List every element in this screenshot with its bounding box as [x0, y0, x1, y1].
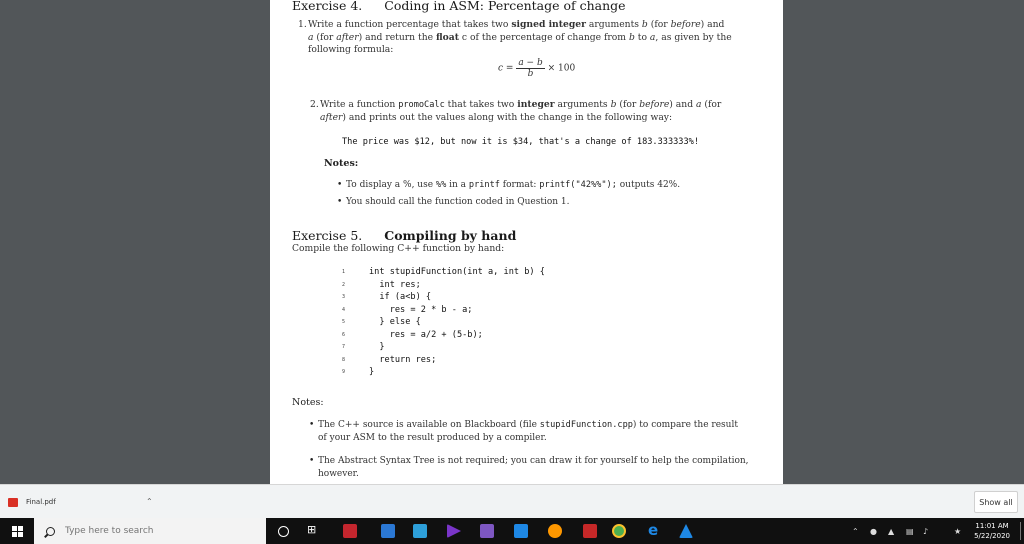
vscode-icon[interactable]: [514, 524, 528, 538]
ex5-note1-c: ) to compare the result: [632, 420, 738, 430]
app-icon-red[interactable]: [343, 524, 357, 538]
dropbox-icon[interactable]: ▲: [888, 527, 895, 536]
app-blue-icon[interactable]: [679, 524, 693, 538]
note1-b: %%: [435, 180, 447, 190]
firefox-icon[interactable]: [548, 524, 562, 538]
q2-text-a: Write a function: [320, 99, 399, 110]
code-line: int res;: [369, 279, 421, 290]
q1-line2-c: after: [336, 31, 359, 43]
exercise-5-heading: [292, 228, 516, 243]
code-line: if (a<b) {: [369, 292, 432, 302]
q1-text-b: signed integer: [511, 19, 586, 30]
show-all-button[interactable]: Show all: [974, 491, 1018, 513]
q2-text-e: b: [610, 99, 617, 110]
download-file-name: Final.pdf: [26, 498, 56, 506]
code-line: return res;: [369, 354, 437, 365]
code-line-number: 8: [342, 356, 346, 363]
code-line: res = 2 * b - a;: [369, 304, 473, 315]
file-explorer-icon[interactable]: [381, 524, 395, 538]
note1-c: in a: [446, 180, 469, 190]
pdf-page: [270, 0, 783, 484]
code-line: int stupidFunction(int a, int b) {: [369, 267, 545, 277]
q2-text-c: integer: [517, 99, 555, 110]
ex5-note1-a: The C++ source is available on Blackboard (file: [318, 420, 540, 430]
edge-icon[interactable]: e: [648, 521, 659, 539]
code-line-number: 9: [342, 369, 346, 375]
q2-text-i: a: [696, 99, 702, 110]
language-icon[interactable]: ★: [954, 527, 962, 536]
show-desktop-button[interactable]: [1020, 522, 1024, 540]
q1-line2-e: float: [435, 31, 459, 43]
chevron-up-icon[interactable]: ⌃: [146, 497, 153, 506]
app-purple-icon[interactable]: [447, 524, 461, 538]
code-line-number: 6: [342, 331, 346, 338]
windows-taskbar: [0, 518, 1024, 544]
ex4-notes-heading: Notes:: [324, 158, 359, 169]
note1-d: printf: [468, 180, 500, 190]
ex5-note1-line2: of your ASM to the result produced by a compiler.: [318, 432, 547, 443]
code-line-number: 3: [342, 294, 346, 300]
q1-number: 1.: [298, 19, 307, 30]
clock[interactable]: [974, 521, 1010, 541]
ex4-note-1: [346, 179, 766, 192]
ex4-note-2: • You should call the function coded in Question 1.: [346, 196, 766, 209]
q2-text-d: arguments: [554, 99, 611, 110]
note1-f: printf("42%%");: [539, 180, 617, 190]
exercise-4-heading: [292, 0, 626, 13]
code-line-number: 2: [342, 281, 346, 288]
q1-line2-g: b: [628, 31, 635, 43]
pdf-file-icon: [8, 498, 18, 507]
download-item-final-pdf[interactable]: [8, 492, 158, 512]
percentage-formula: [498, 58, 575, 79]
app-l-icon[interactable]: [413, 524, 427, 538]
q2-text-f: (for: [616, 99, 640, 110]
q2-function-name: promoCalc: [398, 100, 445, 110]
chrome-icon[interactable]: [612, 524, 626, 538]
q1-line2-a: a: [308, 31, 314, 43]
q1-line3: following formula:: [308, 44, 394, 55]
q1-text-g: ) and: [700, 19, 725, 30]
ex5-note2-line1: • The Abstract Syntax Tree is not required; you can draw it for yourself to help the compilation,: [318, 456, 749, 466]
code-line: }: [369, 342, 385, 352]
app-shield-icon[interactable]: [583, 524, 597, 538]
cloud-icon[interactable]: ●: [870, 527, 877, 536]
q2-number: 2.: [310, 99, 319, 110]
q1-text-f: before: [670, 19, 701, 30]
task-view-icon[interactable]: ⊞: [307, 523, 317, 536]
ex5-notes-heading: Notes:: [292, 397, 324, 408]
windows-logo-icon: [12, 526, 23, 537]
ex5-intro: Compile the following C++ function by hand:: [292, 243, 505, 254]
clock-date: 5/22/2020: [974, 532, 1010, 540]
q1-line2-i: a: [649, 31, 656, 43]
q2-text-j: (for: [701, 99, 722, 110]
q2-text-b: that takes two: [444, 99, 518, 110]
taskbar-search-input[interactable]: [65, 526, 245, 536]
q2-line2-b: ) and prints out the values along with the change in the following way:: [342, 111, 673, 123]
q1-text-d: b: [641, 19, 648, 30]
q1-line2-d: ) and return the: [358, 31, 436, 43]
cortana-icon[interactable]: [278, 526, 289, 537]
q1-line2-j: , as given by the: [655, 31, 732, 43]
note1-a: To display a %, use: [346, 180, 436, 190]
q1-line2-h: to: [634, 31, 650, 43]
visual-studio-icon[interactable]: [480, 524, 494, 538]
exercise-4-title: Coding in ASM: Percentage of change: [384, 0, 626, 13]
formula-fraction: [516, 58, 544, 79]
q1-text-e: (for: [647, 19, 671, 30]
code-line-number: 7: [342, 344, 346, 350]
downloads-bar: [0, 484, 1024, 518]
search-icon: [46, 527, 55, 536]
q1-line2-f: c of the percentage of change from: [459, 31, 629, 43]
exercise-5-title: Compiling by hand: [384, 228, 517, 243]
code-line: res = a/2 + (5-b);: [369, 329, 483, 340]
system-tray: [824, 518, 1024, 544]
code-line: } else {: [369, 317, 421, 327]
ex5-note1-b: stupidFunction.cpp: [539, 420, 633, 430]
taskbar-search[interactable]: [34, 518, 266, 544]
ex5-note2-line2: however.: [318, 468, 359, 479]
note1-e: format:: [499, 180, 540, 190]
q2-text-h: ) and: [669, 99, 696, 110]
code-line-number: 5: [342, 319, 346, 325]
formula-denominator: b: [527, 69, 534, 79]
note1-g: outputs 42%.: [616, 180, 681, 190]
ex5-note-2: [318, 455, 768, 480]
formula-rhs: × 100: [547, 63, 576, 74]
q1-line2-b: (for: [313, 31, 337, 43]
q1-text-a: Write a function percentage that takes two: [308, 19, 512, 30]
formula-numerator: a − b: [518, 58, 543, 68]
ex4-question-1: [298, 19, 758, 57]
q2-line2-a: after: [320, 111, 343, 123]
formula-lhs: c =: [498, 63, 514, 74]
network-icon[interactable]: ▤: [906, 527, 914, 536]
clock-time: 11:01 AM: [975, 522, 1009, 530]
exercise-4-number: Exercise 4.: [292, 0, 363, 13]
exercise-5-number: Exercise 5.: [292, 228, 363, 243]
ex4-question-2: [310, 99, 760, 124]
volume-icon[interactable]: ♪: [923, 527, 929, 536]
q2-text-g: before: [639, 99, 670, 110]
ex5-note-1: [318, 419, 768, 444]
start-button[interactable]: [0, 518, 34, 544]
code-line-number: 4: [342, 306, 346, 313]
q2-example-output: The price was $12, but now it is $34, that's a change of 183.333333%!: [342, 137, 699, 147]
chevron-up-tray-icon[interactable]: ⌃: [852, 527, 859, 536]
code-line: }: [369, 367, 375, 377]
code-line-number: 1: [342, 269, 346, 275]
q1-text-c: arguments: [585, 19, 642, 30]
